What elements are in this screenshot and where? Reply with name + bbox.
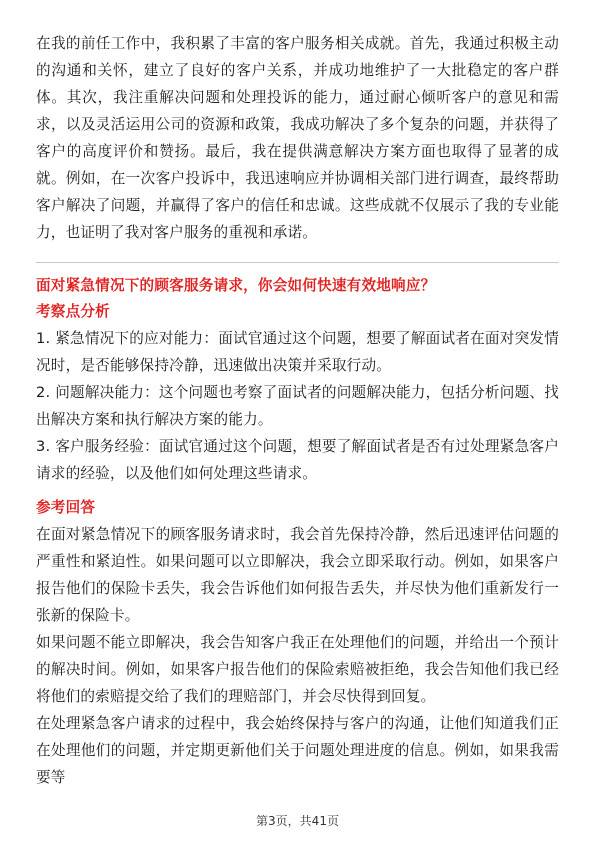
answer-paragraph: 如果问题不能立即解决，我会告知客户我正在处理他们的问题，并给出一个预计的解决时间。例如，如果客户报告他们的保险索赔被拒绝，我会告知他们我已经将他们的索赔提交给了我们的理赔部门，并会尽快得到回复。 bbox=[36, 634, 559, 705]
analysis-item: 3. 客户服务经验：面试官通过这个问题，想要了解面试者是否有过处理紧急客户请求的经验，以及他们如何处理这些请求。 bbox=[36, 438, 559, 482]
answer-heading: 参考回答 bbox=[36, 499, 96, 516]
intro-paragraph: 在我的前任工作中，我积累了丰富的客户服务相关成就。首先，我通过积极主动的沟通和关怀，建立了良好的客户关系，并成功地维护了一大批稳定的客户群体。其次，我注重解决问题和处理投诉的能力，通过耐心倾听客户的意见和需求，以及灵活运用公司的资源和政策，我成功解决了多个复杂的问题，并获得了客户的高度评价和赞扬。最后，我在提供满意解决方案方面也取得了显著的成就。例如，在一次客户投诉中，我迅速响应并协调相关部门进行调查，最终帮助客户解决了问题，并赢得了客户的信任和忠诚。这些成就不仅展示了我的专业能力，也证明了我对客户服务的重视和承诺。 bbox=[36, 35, 559, 241]
analysis-heading: 考察点分析 bbox=[36, 303, 110, 320]
analysis-item: 2. 问题解决能力：这个问题也考察了面试者的问题解决能力，包括分析问题、找出解决方案和执行解决方案的能力。 bbox=[36, 384, 559, 428]
document-page bbox=[36, 30, 559, 791]
page-number-footer: 第3页，共41页 bbox=[256, 814, 339, 828]
analysis-item: 1. 紧急情况下的应对能力：面试官通过这个问题，想要了解面试者在面对突发情况时，是否能够保持冷静，迅速做出决策并采取行动。 bbox=[36, 330, 559, 374]
question-title: 面对紧急情况下的顾客服务请求，你会如何快速有效地响应？ bbox=[36, 277, 436, 294]
section-divider bbox=[36, 262, 559, 263]
answer-paragraph: 在面对紧急情况下的顾客服务请求时，我会首先保持冷静，然后迅速评估问题的严重性和紧迫性。如果问题可以立即解决，我会立即采取行动。例如，如果客户报告他们的保险卡丢失，我会告诉他们如何报告丢失，并尽快为他们重新发行一张新的保险卡。 bbox=[36, 526, 559, 624]
answer-paragraph: 在处理紧急客户请求的过程中，我会始终保持与客户的沟通，让他们知道我们正在处理他们的问题，并定期更新他们关于问题处理进度的信息。例如，如果我需要等 bbox=[36, 715, 559, 786]
